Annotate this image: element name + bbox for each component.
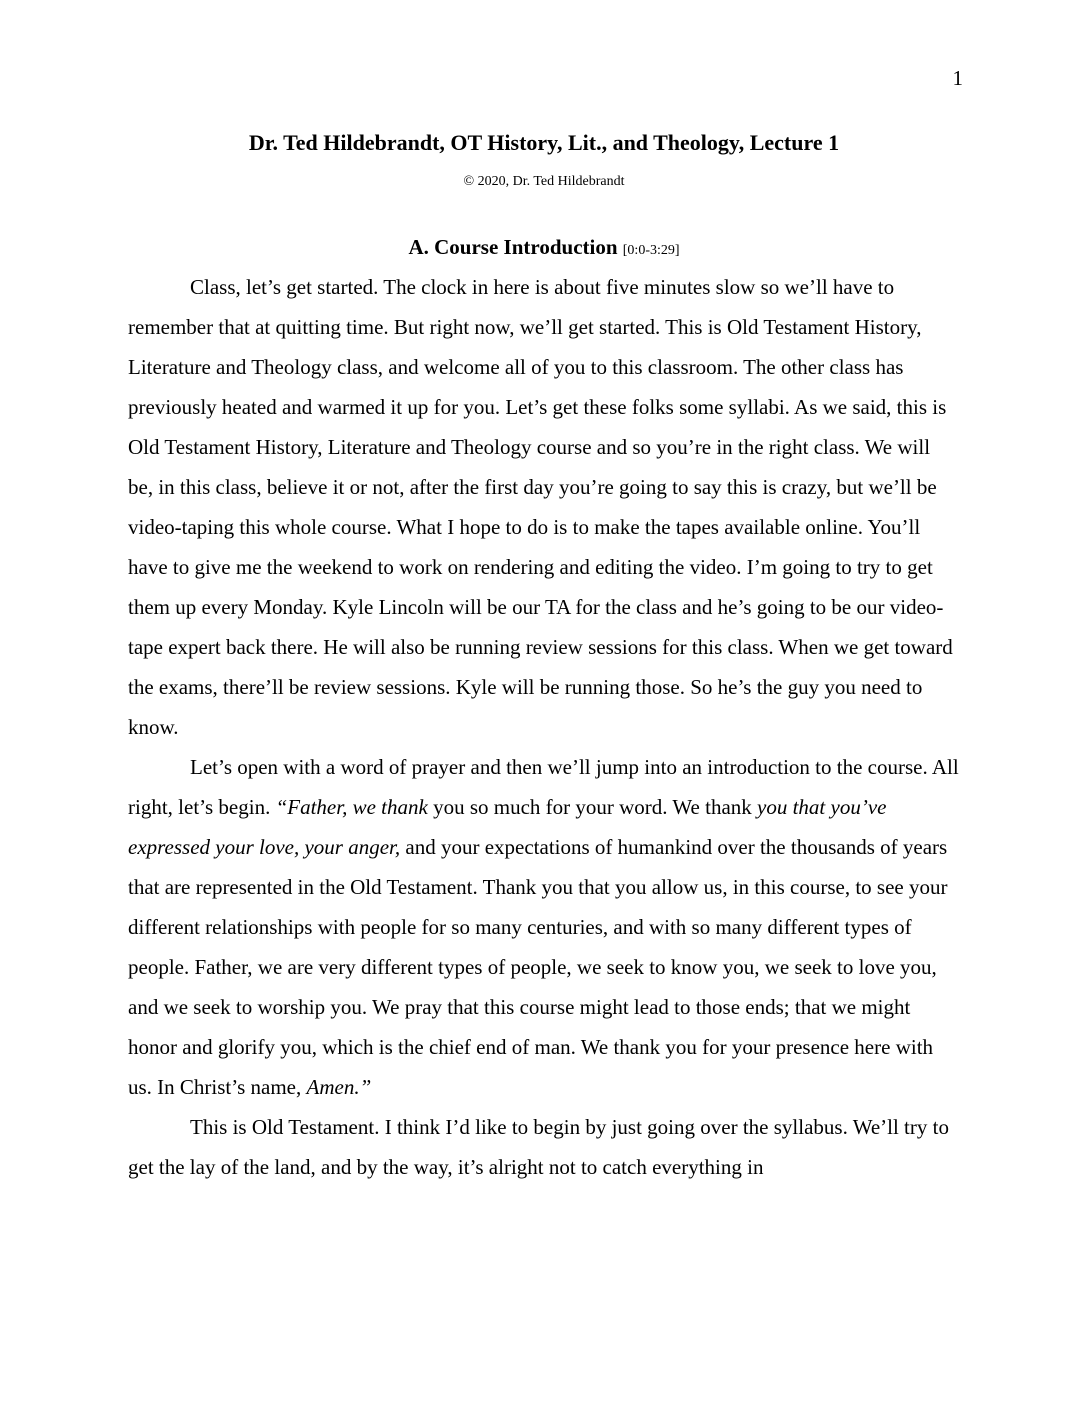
paragraph-2-text: and your expectations of humankind over the thousands of years that are represented in the Old Testament. Thank you that you allow us, in this course, to see your different relationships with people for so many centuries, and with so many different types of people. Father, we are very different types of people, we seek to know you, we seek to love you, and we seek to worship you. We pray that this course might lead to those ends; that we might honor and glorify you, which is the chief end of man. We thank you for your presence here with us. In Christ’s name, bbox=[128, 835, 948, 1099]
page-number: 1 bbox=[952, 66, 963, 90]
body-text bbox=[128, 267, 960, 1187]
paragraph-2-text: you so much for your word. We thank bbox=[427, 795, 758, 819]
prayer-italic-text: you that you’ve expressed your love, your anger, bbox=[128, 795, 887, 859]
copyright-notice: © 2020, Dr. Ted Hildebrandt bbox=[463, 174, 625, 189]
section-timestamp: [0:0-3:29] bbox=[622, 243, 680, 258]
paragraph-2-prayer bbox=[128, 747, 960, 1107]
paragraph-1: Class, let’s get started. The clock in here is about five minutes slow so we’ll have to remember that at quitting time. But right now, we’ll get started. This is Old Testament History, Literature and Theology class, and welcome all of you to this classroom. The other class has previously heated and warmed it up for you. Let’s get these folks some syllabi. As we said, this is Old Testament History, Literature and Theology course and so you’re in the right class. We will be, in this class, believe it or not, after the first day you’re going to say this is crazy, but we’ll be video-taping this whole course. What I hope to do is to make the tapes available online. You’ll have to give me the weekend to work on rendering and editing the video. I’m going to try to get them up every Monday. Kyle Lincoln will be our TA for the class and he’s going to be our video-tape expert back there. He will also be running review sessions for this class. When we get toward the exams, there’ll be review sessions. Kyle will be running those. So he’s the guy you need to know. bbox=[128, 275, 953, 739]
prayer-amen-text: Amen.” bbox=[306, 1075, 372, 1099]
section-heading bbox=[0, 235, 1088, 263]
paragraph-2-text: Let’s open with a word of prayer and then we’ll jump into an introduction to the course. All right, let’s begin. bbox=[128, 755, 959, 819]
lecture-title: Dr. Ted Hildebrandt, OT History, Lit., and Theology, Lecture 1 bbox=[248, 130, 840, 155]
paragraph-3: This is Old Testament. I think I’d like to begin by just going over the syllabus. We’ll try to get the lay of the land, and by the way, it’s alright not to catch everything in bbox=[128, 1115, 949, 1179]
prayer-italic-text: “Father, we thank bbox=[275, 795, 428, 819]
section-heading-text: A. Course Introduction bbox=[408, 235, 618, 259]
